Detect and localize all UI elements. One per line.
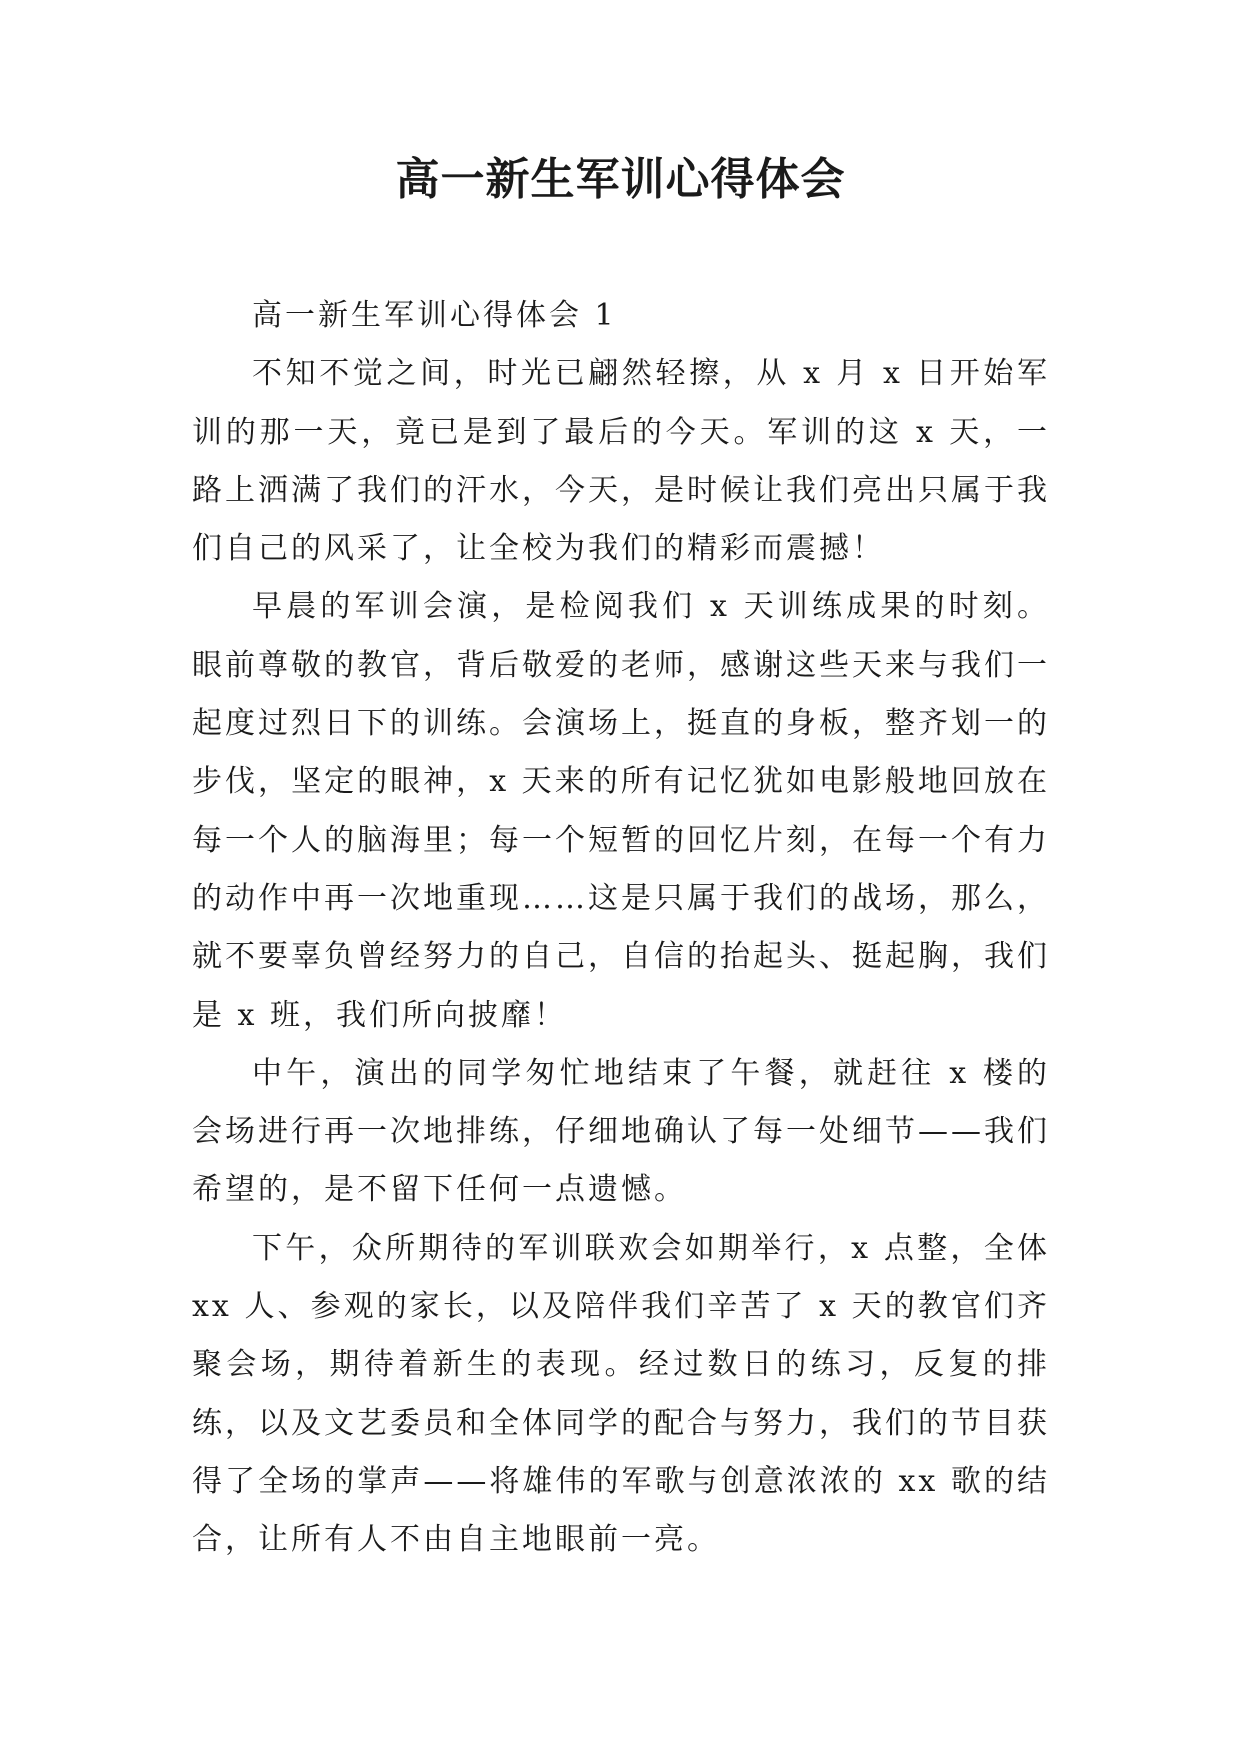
section-subheading: 高一新生军训心得体会 1 <box>252 298 617 333</box>
paragraph: 中午，演出的同学匆忙地结束了午餐，就赶往 x 楼的会场进行再一次地排练，仔细地确认了每一处细节——我们希望的，是不留下任何一点遗憾。 <box>192 1055 1050 1208</box>
paragraph: 早晨的军训会演，是检阅我们 x 天训练成果的时刻。眼前尊敬的教官，背后敬爱的老师，感谢这些天来与我们一起度过烈日下的训练。会演场上，挺直的身板，整齐划一的步伐，坚定的眼神，x 天来的所有记忆犹如电影般地回放在每一个人的脑海里；每一个短暂的回忆片刻，在每一个有力的动作中再一次地重现……这是只属于我们的战场，那么，就不要辜负曾经努力的自己，自信的抬起头、挺起胸，我们是 x 班，我们所向披靡！ <box>192 589 1050 1033</box>
paragraph: 不知不觉之间，时光已翩然轻擦，从 x 月 x 日开始军训的那一天，竟已是到了最后的今天。军训的这 x 天，一路上洒满了我们的汗水，今天，是时候让我们亮出只属于我们自己的风采了，让全校为我们的精彩而震撼！ <box>192 356 1050 567</box>
document-body <box>192 287 1050 1570</box>
document-title: 高一新生军训心得体会 <box>395 154 846 205</box>
paragraph: 下午，众所期待的军训联欢会如期举行，x 点整，全体 xx 人、参观的家长，以及陪伴我们辛苦了 x 天的教官们齐聚会场，期待着新生的表现。经过数日的练习，反复的排练，以及文艺委员和全体同学的配合与努力，我们的节目获得了全场的掌声——将雄伟的军歌与创意浓浓的 xx 歌的结合，让所有人不由自主地眼前一亮。 <box>192 1230 1050 1558</box>
